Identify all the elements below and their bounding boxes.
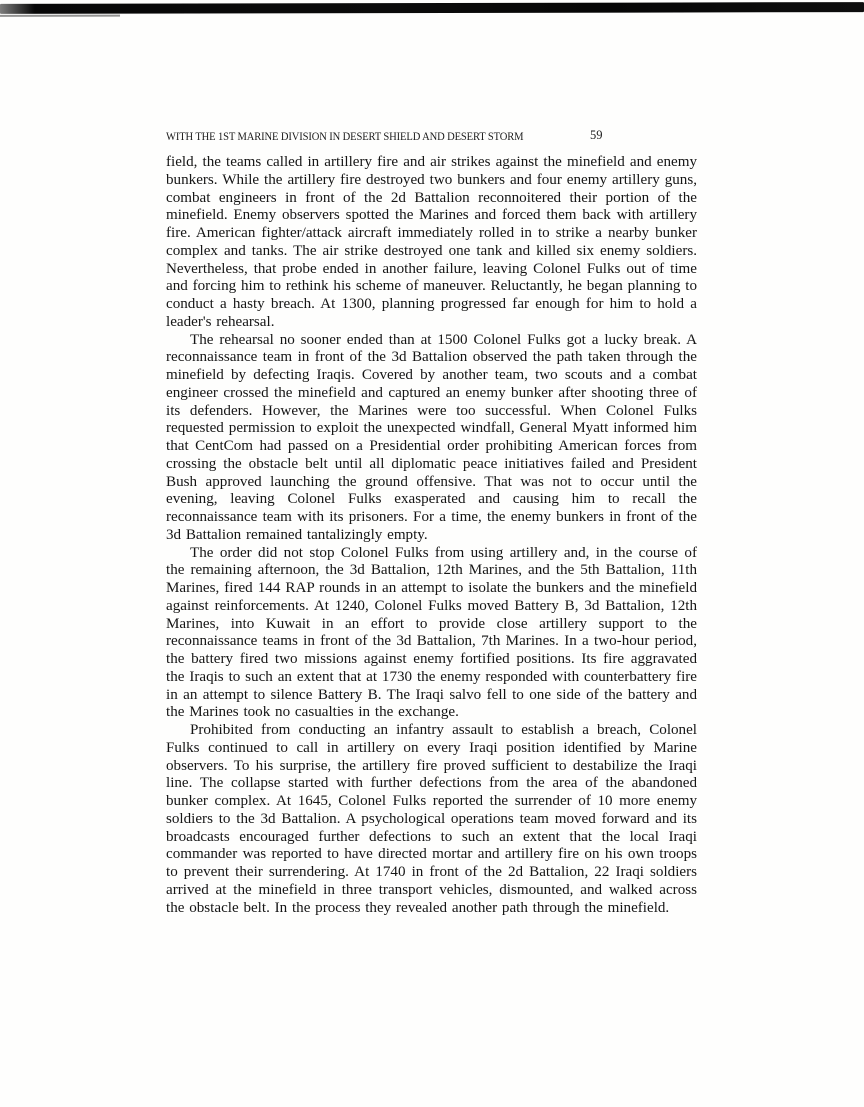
body-paragraph: Prohibited from conducting an infantry assault to establish a breach, Colonel Fulks continued to call in artillery on every Iraqi position identified by Marine observers. To his surprise, the artillery fire proved sufficient to destabilize the Iraqi line. The collapse started with further defections from the area of the abandoned bunker complex. At 1645, Colonel Fulks reported the surrender of 10 more enemy soldiers to the 3d Battalion. A psychological operations team moved forward and its broadcasts encouraged further defections to such an extent that the local Iraqi commander was reported to have directed mortar and artillery fire on his own troops to prevent their surrendering. At 1740 in front of the 2d Battalion, 22 Iraqi soldiers arrived at the minefield in three transport vehicles, dismounted, and walked across the obstacle belt. In the process they revealed another path through the minefield. xyxy=(166,722,697,916)
running-title: WITH THE 1ST MARINE DIVISION IN DESERT SHIELD AND DESERT STORM xyxy=(166,129,524,143)
body-paragraph: field, the teams called in artillery fire and air strikes against the minefield and enemy bunkers. While the artillery fire destroyed two bunkers and four enemy artillery guns, combat engineers in front of the 2d Battalion reconnoitered their portion of the minefield. Enemy observers spotted the Marines and forced them back with artillery fire. American fighter/attack aircraft immediately rolled in to strike a nearby bunker complex and tanks. The air strike destroyed one tank and killed six enemy soldiers. Nevertheless, that probe ended in another failure, leaving Colonel Fulks out of time and forcing him to rethink his scheme of maneuver. Reluctantly, he began planning to conduct a hasty breach. At 1300, planning progressed far enough for him to hold a leader's rehearsal. xyxy=(166,154,697,330)
page-body xyxy=(166,154,697,917)
body-paragraph: The order did not stop Colonel Fulks from using artillery and, in the course of the remaining afternoon, the 3d Battalion, 12th Marines, and the 5th Battalion, 11th Marines, fired 144 RAP rounds in an attempt to isolate the bunkers and the minefield against reinforcements. At 1240, Colonel Fulks moved Battery B, 3d Battalion, 12th Marines, into Kuwait in an effort to provide close artillery support to the reconnaissance teams in front of the 3d Battalion, 7th Marines. In a two-hour period, the battery fired two missions against enemy fortified positions. Its fire aggravated the Iraqis to such an extent that at 1730 the enemy responded with counterbattery fire in an attempt to silence Battery B. The Iraqi salvo fell to one side of the battery and the Marines took no casualties in the exchange. xyxy=(166,544,697,721)
page-number: 59 xyxy=(590,128,603,142)
scan-artifact-top-bar xyxy=(0,2,864,14)
body-paragraph: The rehearsal no sooner ended than at 1500 Colonel Fulks got a lucky break. A reconnaissance team in front of the 3d Battalion observed the path taken through the minefield by defecting Iraqis. Covered by another team, two scouts and a combat engineer crossed the minefield and captured an enemy bunker after shooting three of its defenders. However, the Marines were too successful. When Colonel Fulks requested permission to exploit the unexpected windfall, General Myatt informed him that CentCom had passed on a Presidential order prohibiting American forces from crossing the obstacle belt until all diplomatic peace initiatives failed and President Bush approved launching the ground offensive. That was not to occur until the evening, leaving Colonel Fulks exasperated and causing him to recall the reconnaissance team with its prisoners. For a time, the enemy bunkers in front of the 3d Battalion remained tantalizingly empty. xyxy=(166,331,697,543)
running-header xyxy=(166,129,697,144)
